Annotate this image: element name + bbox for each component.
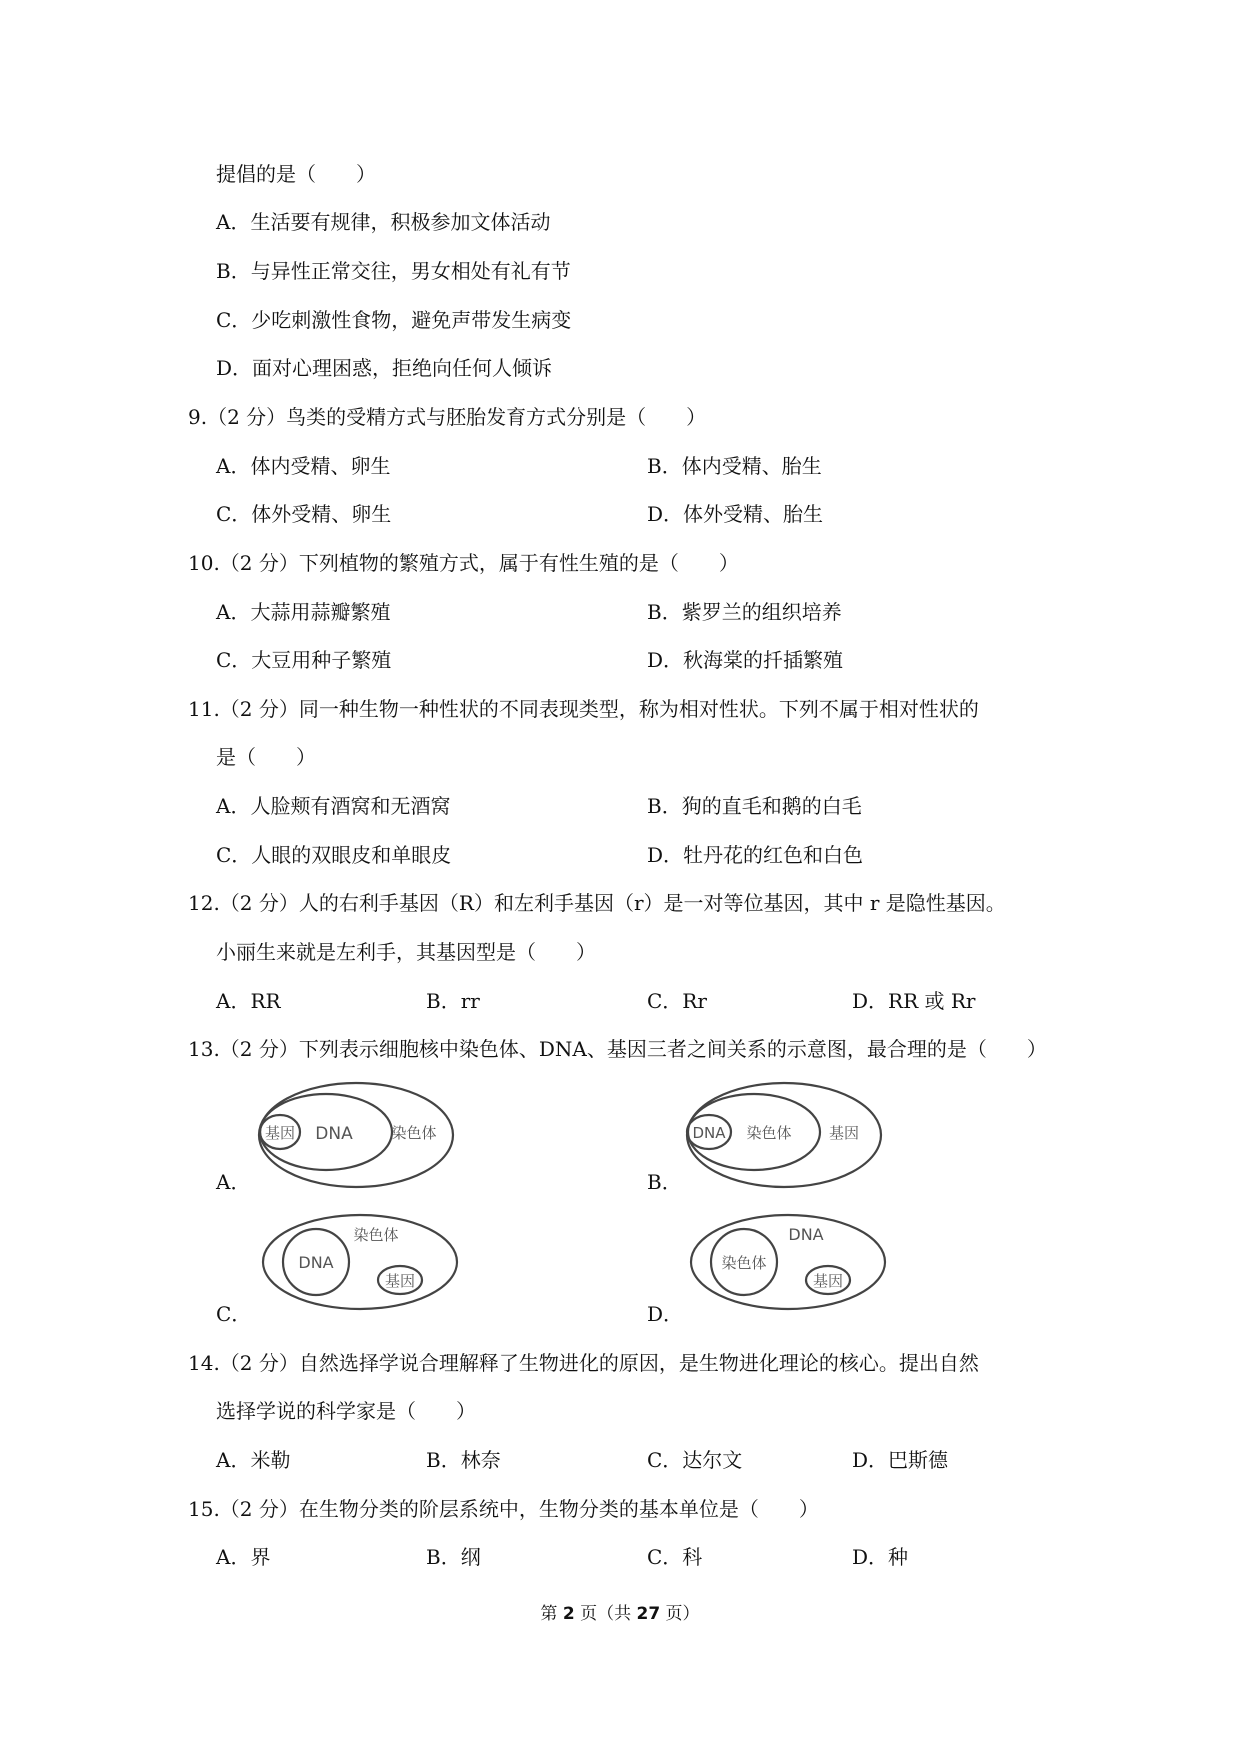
q13-c-chromosome-label: 染色体 [353, 1226, 399, 1244]
q13-b-gene-label: 基因 [828, 1124, 860, 1142]
q10-option-a: A．大蒜用蒜瓣繁殖 [216, 600, 391, 624]
q11-stem-line2: 是（ ） [216, 745, 316, 769]
q13-d-chromosome-label: 染色体 [721, 1254, 767, 1272]
q12-option-b: B．rr [426, 989, 480, 1013]
q15-option-d: D．种 [852, 1545, 909, 1569]
q14-option-d: D．巴斯德 [852, 1448, 949, 1472]
q15-option-c: C．科 [647, 1545, 703, 1569]
q14-option-b: B．林奈 [426, 1448, 501, 1472]
q13-b-chromosome-label: 染色体 [746, 1124, 792, 1142]
q11-stem-line1: 11.（2 分）同一种生物一种性状的不同表现类型，称为相对性状。下列不属于相对性状的 [188, 697, 979, 721]
q9-option-d: D．体外受精、胎生 [647, 502, 824, 526]
q14-option-a: A．米勒 [216, 1448, 291, 1472]
q8-option-d: D．面对心理困惑，拒绝向任何人倾诉 [216, 356, 553, 380]
q14-stem-line1: 14.（2 分）自然选择学说合理解释了生物进化的原因，是生物进化理论的核心。提出自然 [188, 1351, 979, 1375]
q13-a-chromosome-label: 染色体 [391, 1124, 437, 1142]
q14-option-c: C．达尔文 [647, 1448, 743, 1472]
q10-option-d: D．秋海棠的扦插繁殖 [647, 648, 844, 672]
q13-c-gene-label: 基因 [384, 1272, 416, 1290]
q9-option-b: B．体内受精、胎生 [647, 454, 822, 478]
q13-option-a: A． [216, 1170, 251, 1194]
q13-b-dna-label: DNA [692, 1124, 726, 1142]
q10-option-b: B．紫罗兰的组织培养 [647, 600, 842, 624]
footer-suffix: 页） [660, 1604, 700, 1624]
q13-a-gene-label: 基因 [264, 1124, 296, 1142]
q13-a-dna-label: DNA [315, 1124, 353, 1144]
q13-option-b: B． [647, 1170, 682, 1194]
q13-d-dna-label: DNA [788, 1225, 824, 1244]
footer-prefix: 第 [540, 1604, 563, 1624]
q13-diagram-b [684, 1080, 884, 1190]
q12-option-a: A．RR [216, 989, 281, 1013]
q13-diagram-c [260, 1212, 460, 1312]
q8-option-a: A．生活要有规律，积极参加文体活动 [216, 210, 551, 234]
q15-option-b: B．纲 [426, 1545, 481, 1569]
q10-stem: 10.（2 分）下列植物的繁殖方式，属于有性生殖的是（ ） [188, 551, 739, 575]
q11-option-c: C．人眼的双眼皮和单眼皮 [216, 843, 452, 867]
q8-stem-tail: 提倡的是（ ） [216, 162, 376, 186]
q9-stem: 9.（2 分）鸟类的受精方式与胚胎发育方式分别是（ ） [188, 405, 707, 429]
q13-d-gene-label: 基因 [812, 1272, 844, 1290]
q12-stem-line2: 小丽生来就是左利手，其基因型是（ ） [216, 940, 596, 964]
q12-stem-line1: 12.（2 分）人的右利手基因（R）和左利手基因（r）是一对等位基因，其中 r 是隐性基因。 [188, 891, 1006, 915]
q9-option-c: C．体外受精、卵生 [216, 502, 392, 526]
q11-option-a: A．人脸颊有酒窝和无酒窝 [216, 794, 451, 818]
q8-option-c: C．少吃刺激性食物，避免声带发生病变 [216, 308, 572, 332]
q13-c-dna-label: DNA [298, 1253, 334, 1272]
q11-option-b: B．狗的直毛和鹅的白毛 [647, 794, 862, 818]
q12-option-c: C．Rr [647, 989, 707, 1013]
q9-option-a: A．体内受精、卵生 [216, 454, 391, 478]
q15-option-a: A．界 [216, 1545, 271, 1569]
q13-diagram-d [688, 1212, 888, 1312]
q13-stem: 13.（2 分）下列表示细胞核中染色体、DNA、基因三者之间关系的示意图，最合理的是（ ） [188, 1037, 1047, 1061]
q15-stem: 15.（2 分）在生物分类的阶层系统中，生物分类的基本单位是（ ） [188, 1497, 819, 1521]
q14-stem-line2: 选择学说的科学家是（ ） [216, 1399, 476, 1423]
q11-option-d: D．牡丹花的红色和白色 [647, 843, 864, 867]
q8-option-b: B．与异性正常交往，男女相处有礼有节 [216, 259, 571, 283]
q12-option-d: D．RR 或 Rr [852, 989, 976, 1013]
q13-option-d: D． [647, 1302, 684, 1326]
footer-total-pages: 27 [636, 1604, 661, 1624]
q13-option-c: C． [216, 1302, 252, 1326]
q13-diagram-a [256, 1080, 456, 1190]
q10-option-c: C．大豆用种子繁殖 [216, 648, 392, 672]
footer-middle: 页（共 [574, 1604, 637, 1624]
footer-page-number: 2 [562, 1604, 575, 1624]
page-footer [0, 1602, 1240, 1626]
